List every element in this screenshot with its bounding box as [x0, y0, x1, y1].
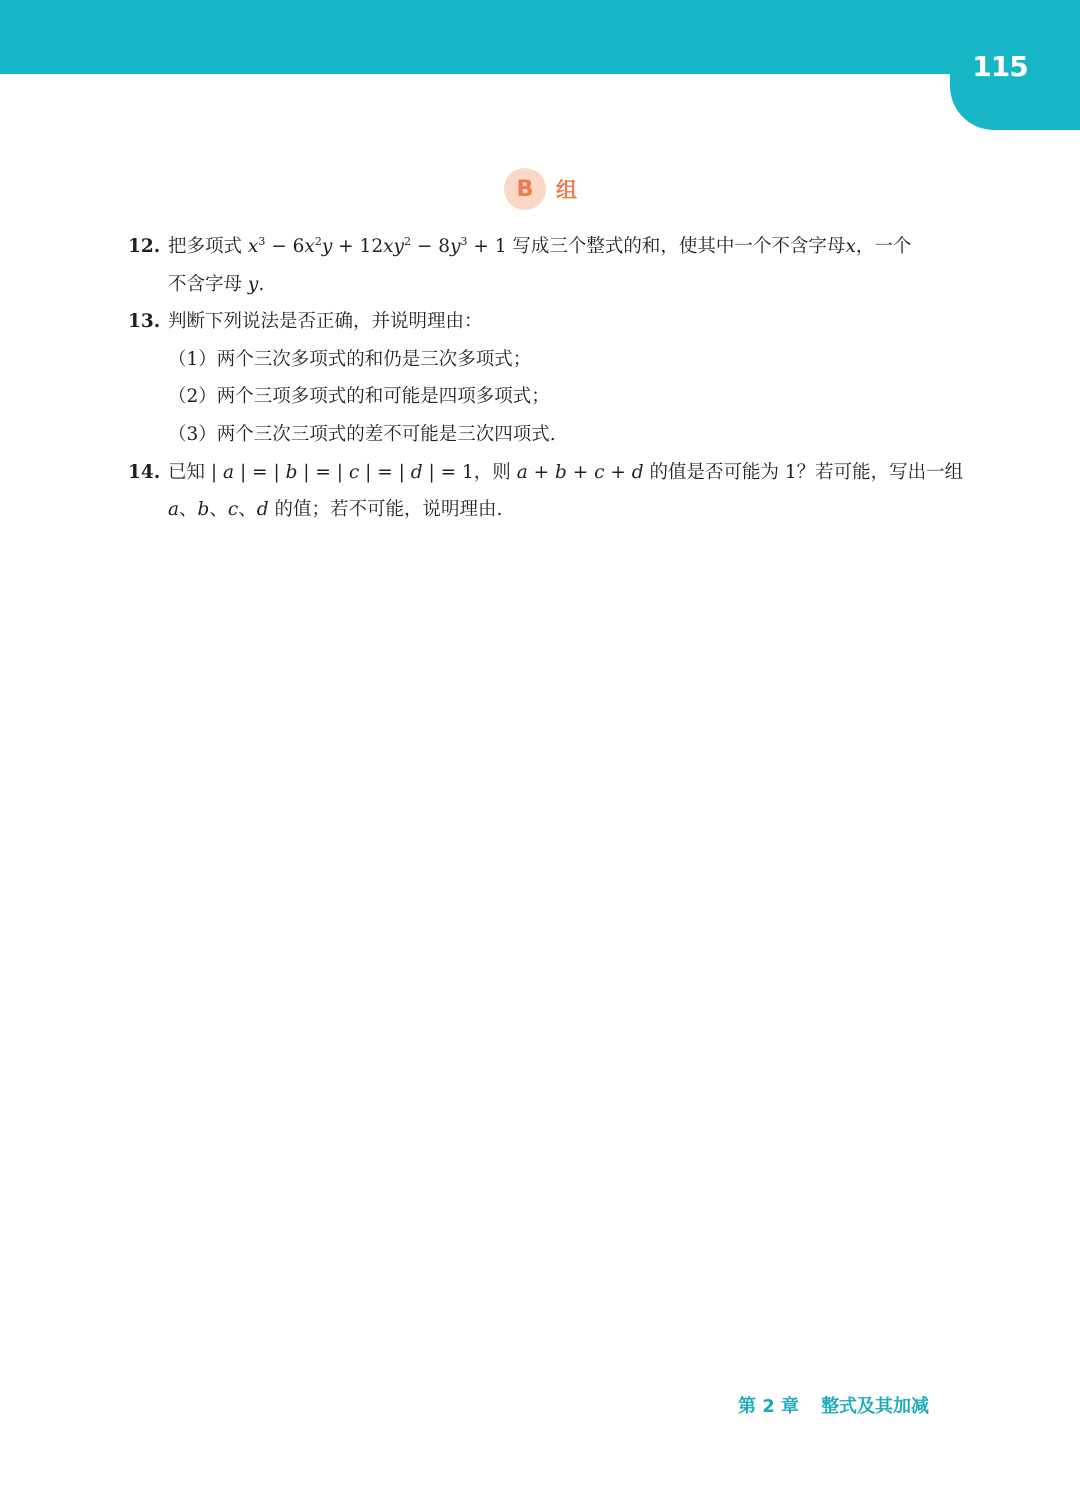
question-13-line [128, 303, 958, 341]
question-12-text: 写成三个整式的和，使其中一个不含字母 [512, 236, 846, 257]
variable-y: y [247, 273, 259, 295]
question-13-item: （1）两个三次多项式的和仍是三次多项式； [168, 348, 532, 370]
absolute-value-equation: | a | = | b | = | c | = | d | = 1 [210, 461, 474, 483]
polynomial-expression: $x^3 - 6x^2y + 12xy^2 - 8y^3 + 1$ [247, 234, 507, 257]
question-12-text-2: ，一个 [855, 236, 912, 257]
chapter-title: 整式及其加减 [821, 1396, 930, 1417]
question-14-line-2 [128, 491, 958, 529]
variable-list: a、b、c、d [168, 499, 269, 521]
section-word: 组 [556, 178, 577, 202]
section-badge: B [504, 168, 546, 210]
question-12-line2-suffix: . [258, 273, 265, 295]
sum-expression: a + b + c + d [516, 461, 644, 483]
chapter-number: 第 2 章 [738, 1396, 800, 1417]
variable-x: x [845, 236, 856, 257]
question-12-line-1 [128, 228, 958, 266]
question-14-text: 的值是否可能为 1？若可能，写出一组 [649, 461, 964, 483]
question-12-line-2 [128, 266, 958, 304]
question-14-line-1 [128, 454, 964, 492]
section-heading [504, 166, 577, 212]
page-number: 115 [972, 50, 1028, 83]
chapter-footer [738, 1392, 929, 1418]
question-12-intro: 把多项式 [168, 236, 243, 257]
question-number: 13. [128, 311, 161, 333]
question-12-line2-prefix: 不含字母 [168, 273, 243, 295]
question-14-line2-suffix: 的值；若不可能，说明理由. [274, 499, 503, 521]
question-13-item: （3）两个三次三项式的差不可能是三次四项式. [168, 423, 556, 445]
exercise-list [128, 228, 964, 529]
question-14-intro: 已知 [168, 461, 206, 483]
question-number: 14. [128, 461, 161, 483]
question-13-item: （2）两个三项多项式的和可能是四项多项式； [168, 386, 550, 408]
question-14-middle: ，则 [473, 461, 511, 483]
header-band [0, 0, 1080, 74]
question-number: 12. [128, 236, 161, 257]
question-13-text: 判断下列说法是否正确，并说明理由： [168, 311, 483, 333]
